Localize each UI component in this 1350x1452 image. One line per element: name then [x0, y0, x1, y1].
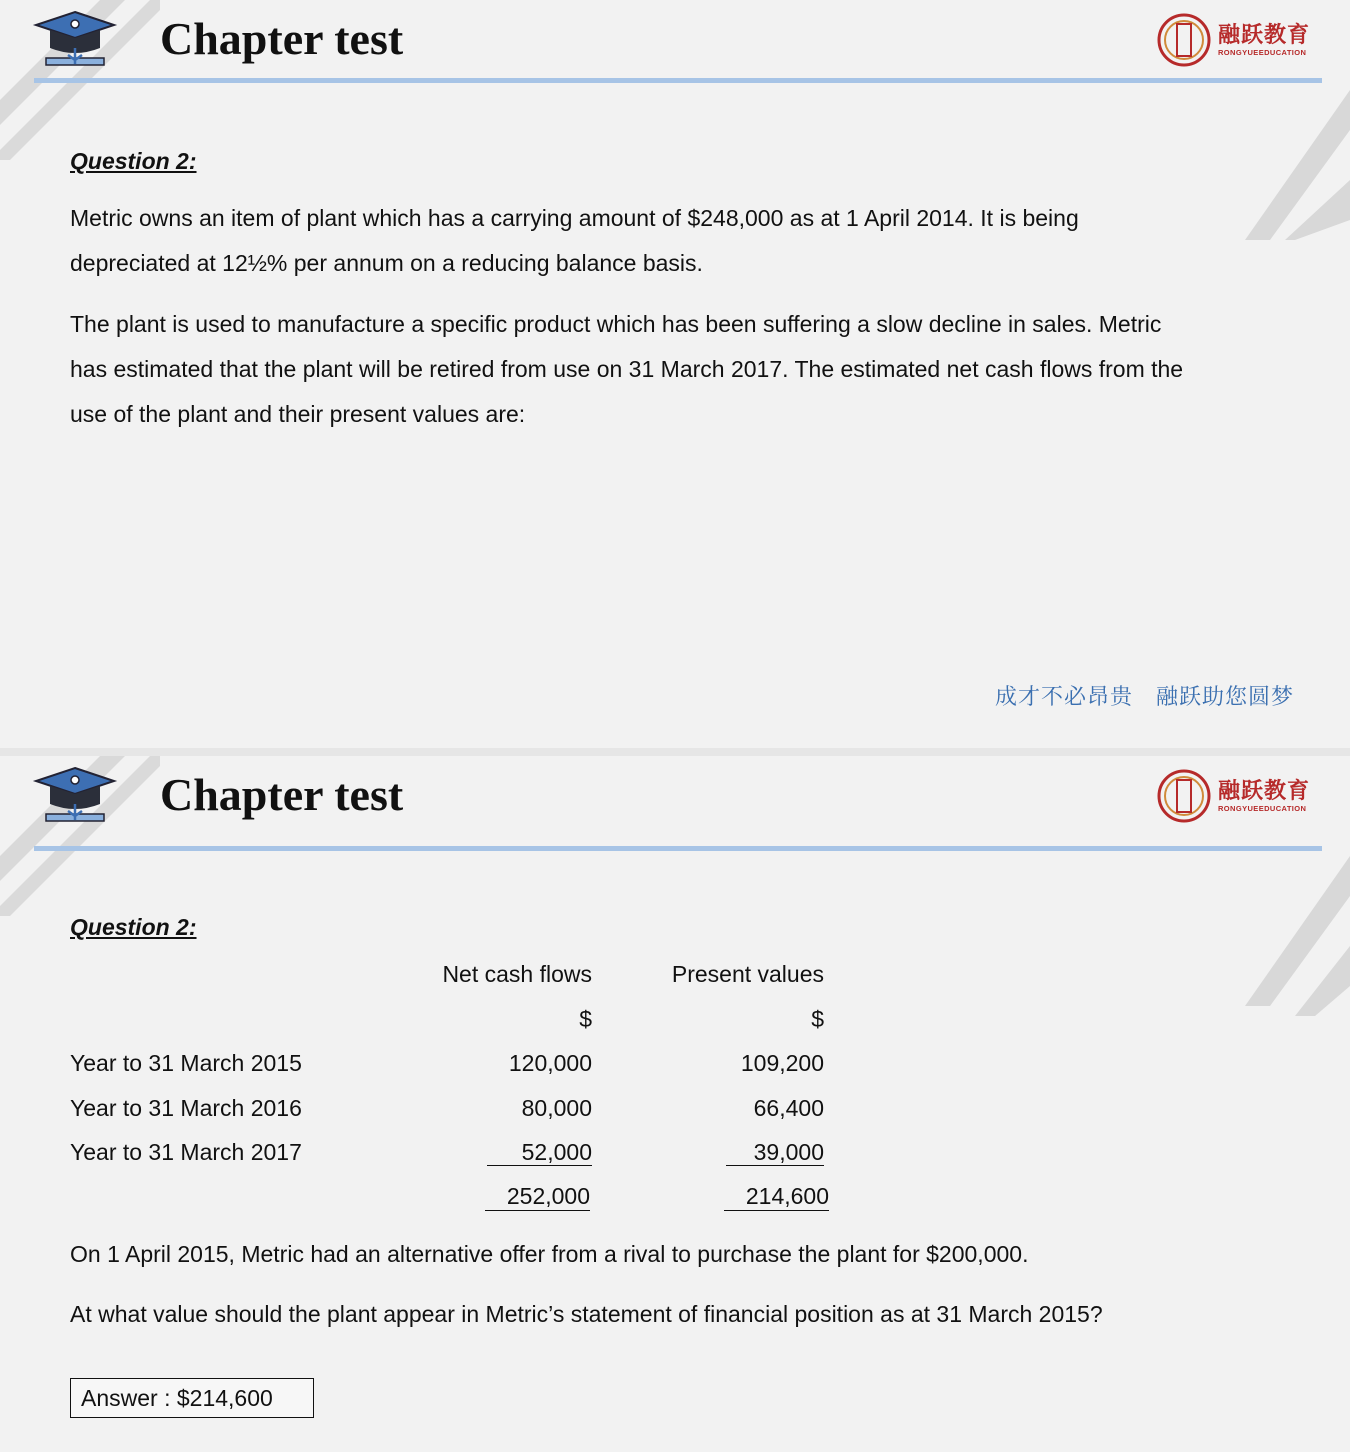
total-net-cash-flows: 252,000 [506, 1183, 590, 1209]
side-stripe-decoration [1230, 856, 1350, 1016]
present-value-value: 66,400 [753, 1095, 824, 1121]
brand-name-cn: 融跃教育 [1217, 778, 1310, 804]
row-label: Year to 31 March 2016 [70, 1095, 302, 1121]
slide-title: Chapter test [160, 13, 404, 64]
net-cash-flow-value: 52,000 [521, 1139, 592, 1165]
header-rule [34, 78, 1322, 83]
total-present-values: 214,600 [745, 1183, 829, 1209]
question-heading: Question 2: [70, 914, 197, 940]
brand-name-en: RONGYUEEDUCATION [1217, 803, 1307, 813]
column-header-present-values: Present values [671, 961, 824, 987]
question-paragraph: The plant is used to manufacture a specific product which has been suffering a slow decline in sales. Metric has estimated that the plant will be retired from use on 31 March 2017. The estimated net cash flows from the use of the plant and their present values are: [70, 311, 1184, 427]
subtotal-underline [487, 1165, 592, 1166]
brand-logo [1156, 12, 1310, 68]
slogan: 成才不必昂贵 融跃助您圆梦 [994, 685, 1294, 710]
slide-2 [0, 756, 1350, 1452]
question-paragraph: On 1 April 2015, Metric had an alternative offer from a rival to purchase the plant for $200,000. [70, 1241, 1029, 1267]
column-header-net-cash-flows: Net cash flows [442, 961, 592, 987]
question-paragraph: Metric owns an item of plant which has a carrying amount of $248,000 as at 1 April 2014. It is being depreciated at 12½% per annum on a reducing balance basis. [70, 205, 1079, 276]
brand-name-en: RONGYUEEDUCATION [1217, 47, 1307, 57]
present-value-value: 39,000 [753, 1139, 824, 1165]
graduation-cap-icon [30, 764, 120, 826]
header-rule [34, 846, 1322, 851]
question-heading: Question 2: [70, 148, 197, 174]
unit-label: $ [579, 1006, 592, 1032]
net-cash-flow-value: 120,000 [508, 1050, 592, 1076]
brand-name-cn: 融跃教育 [1217, 22, 1310, 48]
brand-logo [1156, 768, 1310, 824]
graduation-cap-icon [30, 8, 120, 70]
net-cash-flow-value: 80,000 [521, 1095, 592, 1121]
question-paragraph: At what value should the plant appear in Metric’s statement of financial position as at 31 March 2015? [70, 1301, 1103, 1327]
brand-seal-icon [1156, 768, 1212, 824]
row-label: Year to 31 March 2015 [70, 1050, 302, 1076]
side-stripe-decoration [1230, 90, 1350, 340]
total-underline [724, 1210, 829, 1211]
slide-title: Chapter test [160, 769, 404, 820]
row-label: Year to 31 March 2017 [70, 1139, 302, 1165]
total-underline [485, 1210, 590, 1211]
present-value-value: 109,200 [740, 1050, 824, 1076]
subtotal-underline [726, 1165, 824, 1166]
answer-box: Answer : $214,600 [70, 1378, 314, 1418]
brand-seal-icon [1156, 12, 1212, 68]
unit-label: $ [811, 1006, 824, 1032]
